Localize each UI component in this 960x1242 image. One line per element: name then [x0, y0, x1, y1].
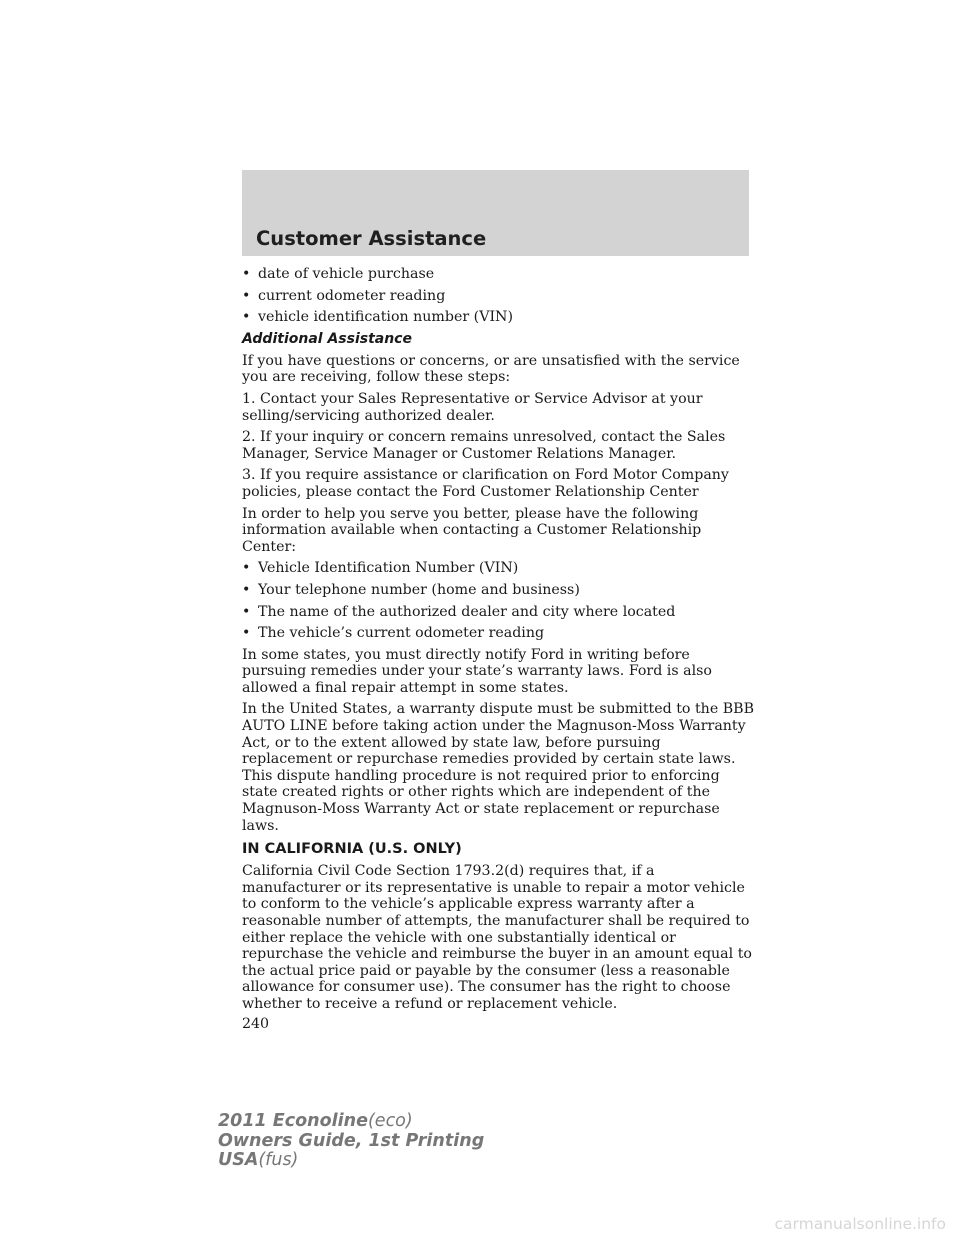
paragraph-states: In some states, you must directly notify Ford in writing before pursuing remedies under your state’s warranty laws. Ford is also allowed a final repair attempt in some states.: [242, 646, 712, 696]
footer-line-3: USA(fus): [218, 1150, 299, 1170]
watermark: carmanualsonline.info: [774, 1215, 946, 1233]
bullet-icon: •: [242, 309, 251, 326]
step-1: 1. Contact your Sales Representative or Service Advisor at your selling/servicing authorized dealer.: [242, 390, 703, 424]
paragraph-united-states: In the United States, a warranty dispute must be submitted to the BBB AUTO LINE before taking action under the Magnuson-Moss Warranty Act, or to the extent allowed by state law, before pursuing replacement or repurchase remedies provided by certain state laws. This dispute handling procedure is not required prior to enforcing state created rights or other rights which are independent of the Magnuson-Moss Warranty Act or state replacement or repurchase laws.: [242, 701, 755, 834]
list-item: • date of vehicle purchase: [242, 266, 435, 282]
bullet-icon: •: [242, 581, 251, 598]
footer-line-1: 2011 Econoline(eco): [218, 1111, 413, 1131]
section-title: Customer Assistance: [256, 227, 487, 250]
list-item: • current odometer reading: [242, 287, 446, 304]
bullet-icon: •: [242, 625, 251, 642]
step-3: 3. If you require assistance or clarification on Ford Motor Company policies, please contact the Ford Customer Relationship Center: [242, 467, 729, 500]
bullet-icon: •: [242, 560, 251, 577]
page-number: 240: [242, 1015, 270, 1032]
paragraph-intro: If you have questions or concerns, or are unsatisfied with the service you are receiving, follow these steps:: [242, 352, 740, 386]
paragraph-help: In order to help you serve you better, please have the following information available when contacting a Customer Relationship Center:: [242, 505, 702, 555]
vehicle-info-list: [242, 266, 754, 326]
list-item: • Your telephone number (home and business): [242, 581, 580, 598]
paragraph-california: California Civil Code Section 1793.2(d) requires that, if a manufacturer or its representative is unable to repair a motor vehicle to conform to the vehicle’s applicable express warranty after a reasonable number of attempts, the manufacturer shall be required to either replace the vehicle with one substantially identical or repurchase the vehicle and reimburse the buyer in an amount equal to the actual price paid or payable by the consumer (less a reasonable allowance for consumer use). The consumer has the right to choose whether to receive a refund or replacement vehicle.: [242, 863, 752, 1012]
print-footer: [218, 1112, 484, 1171]
contact-info-list: [242, 560, 754, 641]
bullet-icon: •: [242, 603, 251, 620]
list-item: • Vehicle Identification Number (VIN): [242, 560, 519, 577]
section-heading-california: IN CALIFORNIA (U.S. ONLY): [242, 841, 462, 858]
bullet-icon: •: [242, 287, 251, 304]
subheading-additional-assistance: Additional Assistance: [242, 330, 412, 347]
step-2: 2. If your inquiry or concern remains unresolved, contact the Sales Manager, Service Manager or Customer Relations Manager.: [242, 429, 726, 462]
page-content: [242, 266, 754, 1032]
list-item: • The name of the authorized dealer and city where located: [242, 603, 676, 620]
footer-line-2: Owners Guide, 1st Printing: [218, 1130, 485, 1151]
list-item: • vehicle identification number (VIN): [242, 309, 513, 326]
list-item: • The vehicle’s current odometer reading: [242, 625, 545, 642]
bullet-icon: •: [242, 266, 251, 282]
section-header-bar: [242, 170, 749, 256]
